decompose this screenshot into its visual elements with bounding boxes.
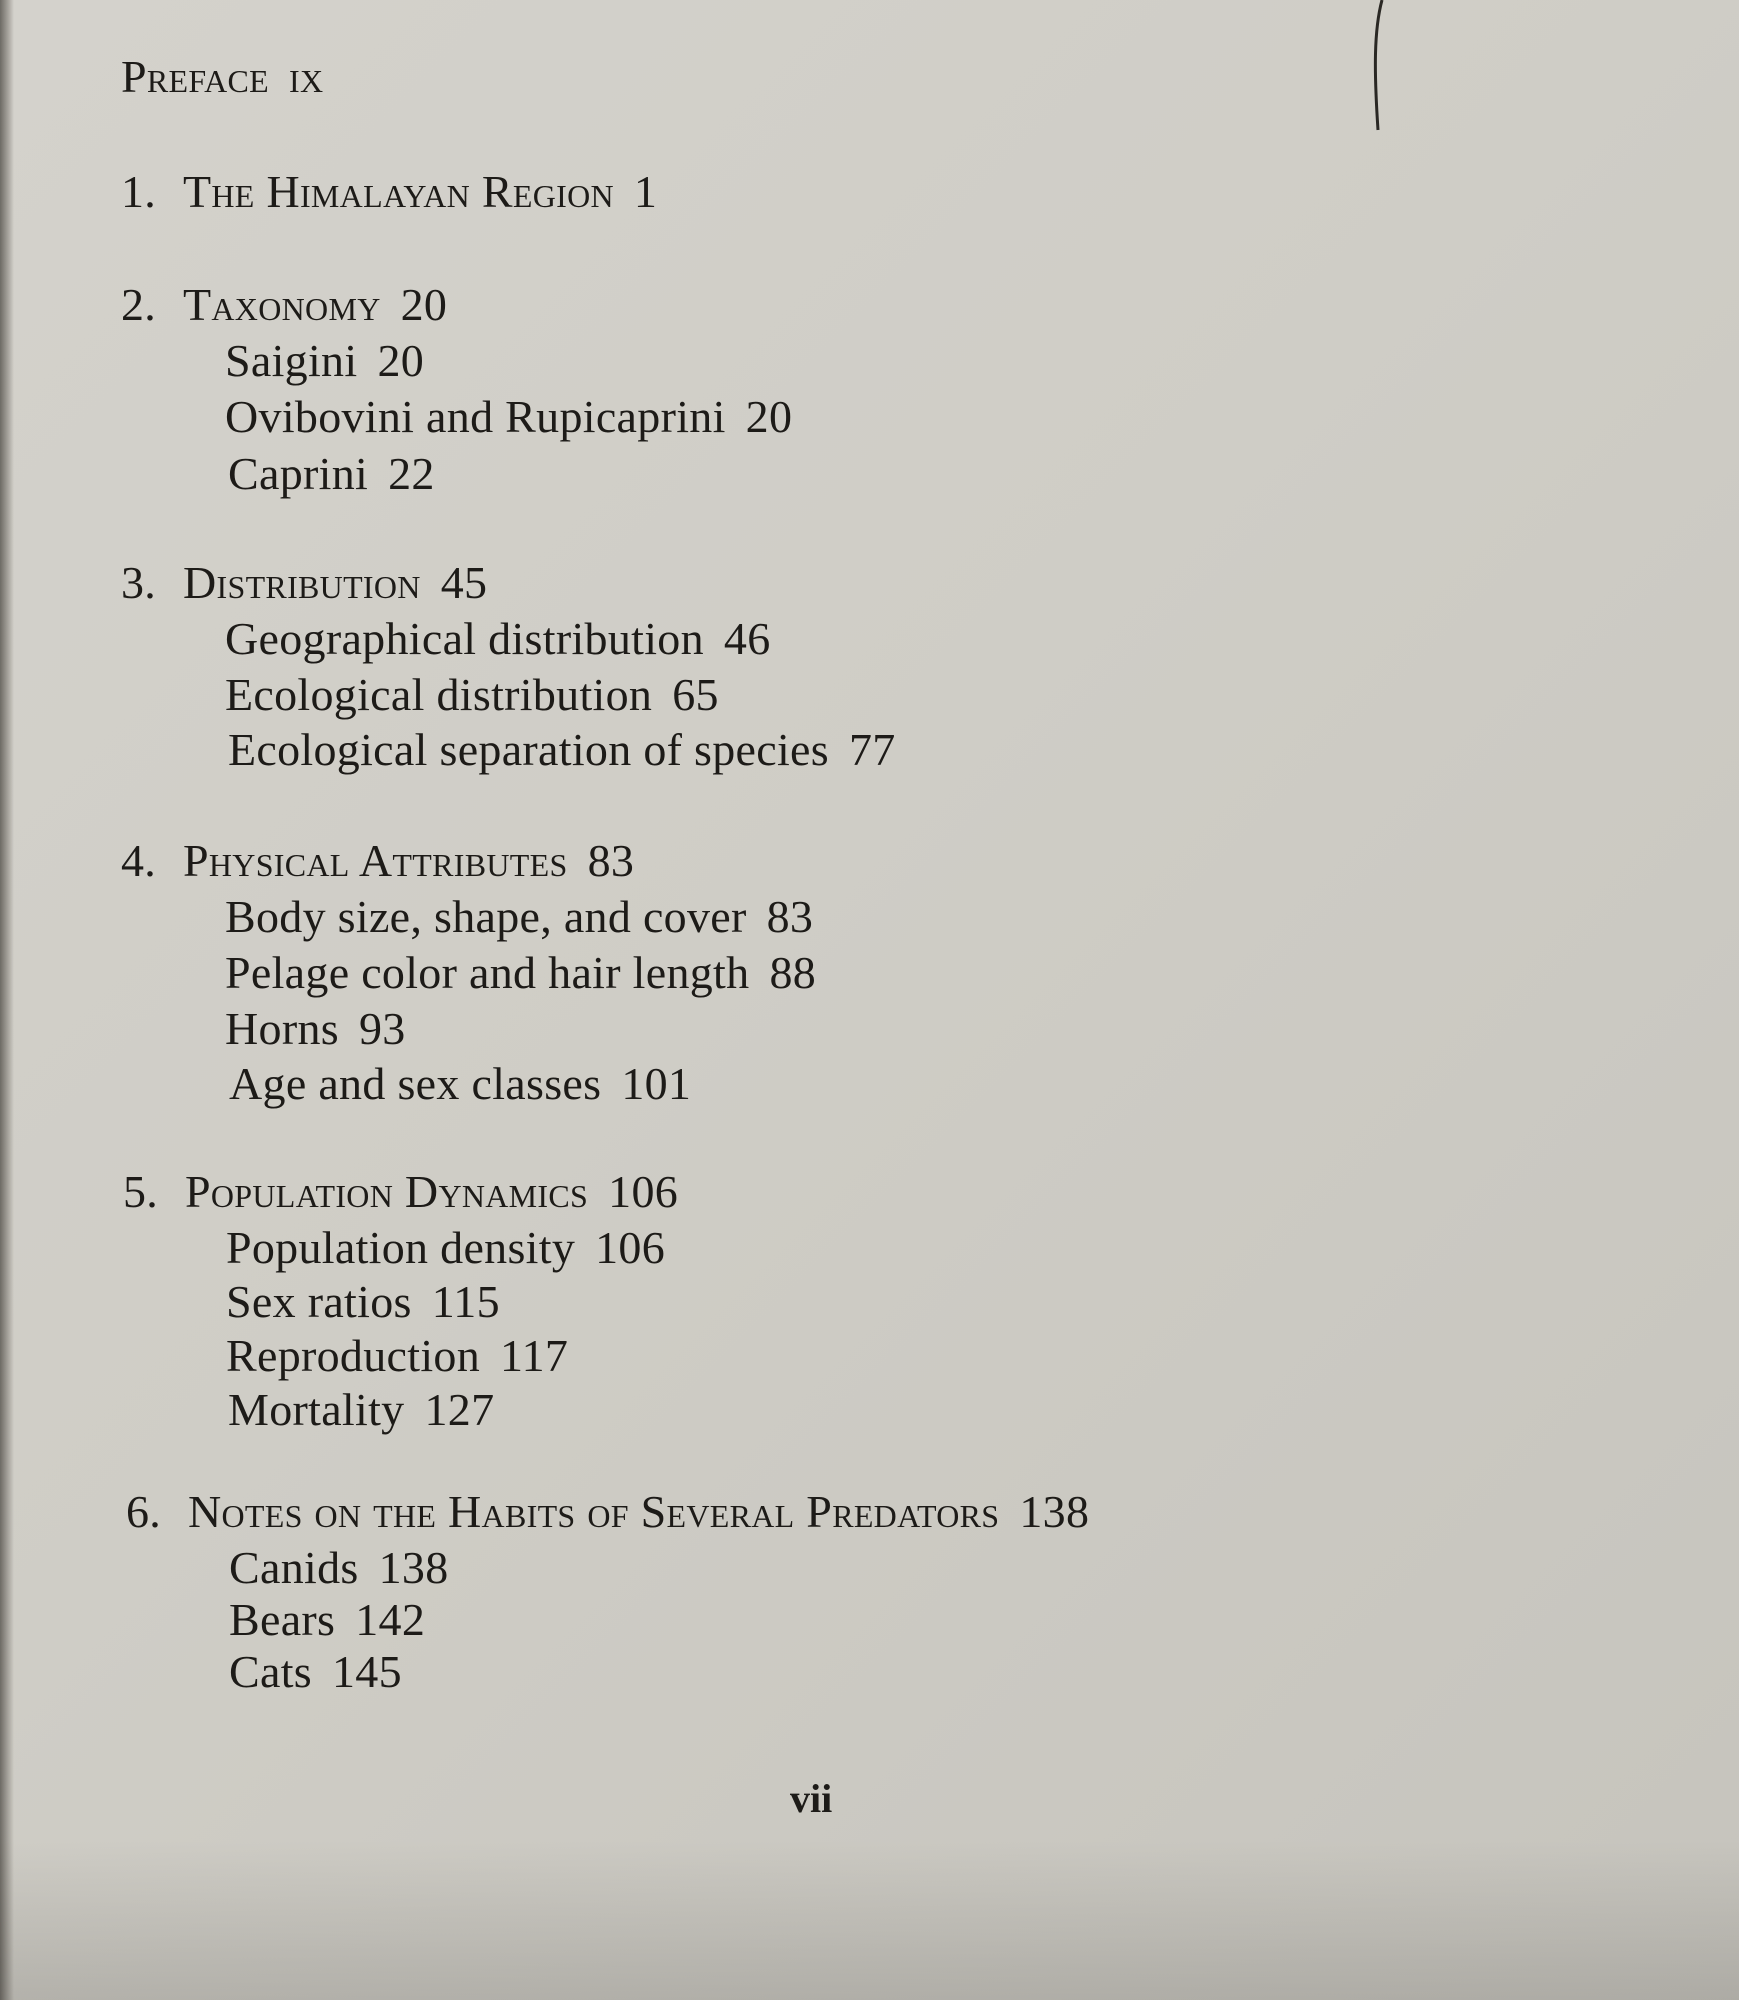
chapter-page: 1 xyxy=(633,166,658,217)
section-page: 106 xyxy=(595,1222,666,1273)
toc-section[interactable] xyxy=(228,723,896,776)
section-page: 142 xyxy=(355,1594,426,1645)
toc-chapter-1[interactable] xyxy=(121,165,657,218)
section-title: Ecological distribution xyxy=(225,669,653,720)
chapter-title: Physical Attributes xyxy=(183,835,568,886)
toc-section[interactable] xyxy=(226,1329,568,1382)
toc-section[interactable] xyxy=(226,1221,665,1274)
toc-chapter-3[interactable] xyxy=(121,556,487,609)
chapter-title: Distribution xyxy=(183,557,421,608)
chapter-title: Population Dynamics xyxy=(185,1166,589,1217)
toc-section[interactable] xyxy=(225,668,719,721)
toc-section[interactable] xyxy=(225,334,424,387)
section-page: 115 xyxy=(431,1276,500,1327)
section-title: Reproduction xyxy=(226,1330,480,1381)
toc-chapter-5[interactable] xyxy=(123,1165,678,1218)
section-page: 46 xyxy=(723,613,771,664)
section-title: Saigini xyxy=(225,335,358,386)
section-page: 138 xyxy=(378,1542,449,1593)
section-page: 77 xyxy=(848,724,896,775)
chapter-number: 5. xyxy=(123,1166,159,1217)
section-page: 101 xyxy=(621,1058,692,1109)
section-page: 88 xyxy=(769,947,817,998)
section-title: Cats xyxy=(229,1646,312,1697)
section-title: Canids xyxy=(229,1542,359,1593)
section-title: Population density xyxy=(226,1222,576,1273)
toc-section[interactable] xyxy=(229,1541,449,1594)
chapter-page: 106 xyxy=(608,1166,679,1217)
preface-page: ix xyxy=(289,51,324,102)
toc-section[interactable] xyxy=(229,1645,402,1698)
toc-section[interactable] xyxy=(225,612,771,665)
toc-section[interactable] xyxy=(228,447,435,500)
section-page: 127 xyxy=(424,1384,495,1435)
section-page: 65 xyxy=(672,669,719,720)
section-page: 22 xyxy=(388,448,435,499)
toc-section[interactable] xyxy=(225,1002,406,1055)
toc-section[interactable] xyxy=(226,1275,500,1328)
chapter-title: The Himalayan Region xyxy=(183,166,614,217)
page-shadow xyxy=(0,1840,1739,2000)
section-title: Body size, shape, and cover xyxy=(225,891,747,942)
section-title: Caprini xyxy=(228,448,369,499)
toc-section[interactable] xyxy=(225,390,792,443)
toc-section[interactable] xyxy=(228,1383,494,1436)
toc-preface[interactable] xyxy=(121,50,323,103)
chapter-number: 3. xyxy=(121,557,157,608)
section-title: Horns xyxy=(225,1003,339,1054)
toc-chapter-6[interactable] xyxy=(126,1485,1089,1538)
chapter-page: 83 xyxy=(587,835,635,886)
chapter-number: 1. xyxy=(121,166,157,217)
section-title: Ovibovini and Rupicaprini xyxy=(225,391,726,442)
section-page: 83 xyxy=(766,891,814,942)
section-page: 20 xyxy=(745,391,793,442)
chapter-number: 6. xyxy=(126,1486,162,1537)
toc-chapter-2[interactable] xyxy=(121,278,447,331)
chapter-number: 2. xyxy=(121,279,157,330)
chapter-title: Notes on the Habits of Several Predators xyxy=(188,1486,1000,1537)
section-title: Ecological separation of species xyxy=(228,724,829,775)
section-title: Mortality xyxy=(228,1384,405,1435)
section-page: 20 xyxy=(377,335,425,386)
section-title: Geographical distribution xyxy=(225,613,704,664)
section-page: 93 xyxy=(358,1003,406,1054)
chapter-number: 4. xyxy=(121,835,157,886)
chapter-page: 45 xyxy=(440,557,488,608)
chapter-page: 138 xyxy=(1019,1486,1090,1537)
section-page: 117 xyxy=(500,1330,569,1381)
section-page: 145 xyxy=(331,1646,402,1697)
preface-title: Preface xyxy=(121,51,269,102)
section-title: Sex ratios xyxy=(226,1276,412,1327)
toc-section[interactable] xyxy=(229,1593,425,1646)
toc-section[interactable] xyxy=(229,1057,691,1110)
section-title: Pelage color and hair length xyxy=(225,947,750,998)
chapter-page: 20 xyxy=(400,279,448,330)
toc-section[interactable] xyxy=(225,946,816,999)
section-title: Bears xyxy=(229,1594,336,1645)
section-title: Age and sex classes xyxy=(229,1058,602,1109)
chapter-title: Taxonomy xyxy=(183,279,381,330)
toc-chapter-4[interactable] xyxy=(121,834,634,887)
page-number: vii xyxy=(790,1776,833,1821)
toc-section[interactable] xyxy=(225,890,813,943)
